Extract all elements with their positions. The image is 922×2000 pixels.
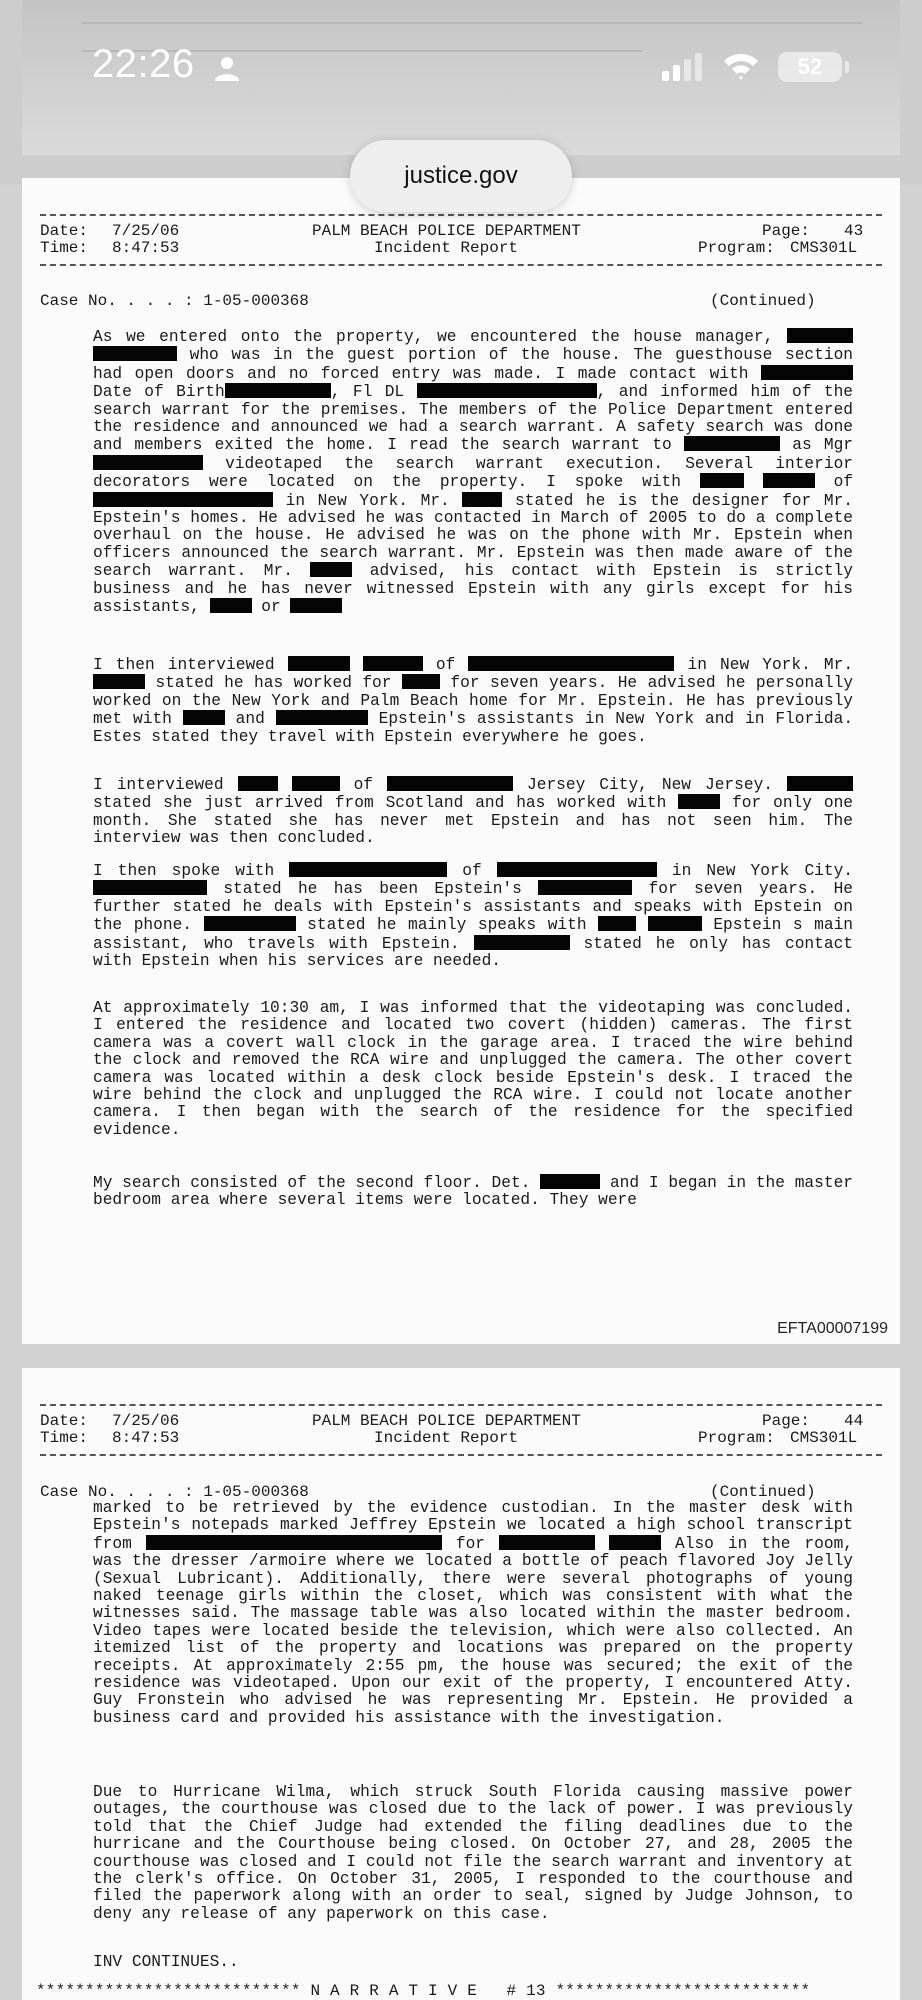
redaction: [292, 776, 340, 791]
redaction: [93, 455, 203, 470]
header-department: PALM BEACH POLICE DEPARTMENT: [312, 222, 581, 240]
case-number: Case No. . . . : 1-05-000368: [40, 292, 309, 310]
battery-nub: [845, 61, 849, 73]
redaction: [310, 562, 352, 577]
redaction: [462, 492, 502, 507]
narrative-paragraph-3: I interviewed of Jersey City, New Jersey. stated she just arrived from Scotland and has worked with for only one month. She stated she has never met Epstein and has not seen him. The interview was then concluded.: [93, 776, 853, 848]
header-rule-top: [40, 214, 882, 216]
url-bar[interactable]: justice.gov: [350, 140, 572, 212]
bates-number: EFTA00007199: [777, 1320, 888, 1337]
status-bar: [0, 0, 922, 130]
redaction: [538, 880, 632, 895]
header-report-type: Incident Report: [374, 239, 519, 257]
cellular-signal-icon: [660, 52, 708, 82]
inv-continues: INV CONTINUES..: [93, 1953, 239, 1971]
narrative-paragraph-4: I then spoke with of in New York City. stated he has been Epstein's for seven years. He further stated he deals with Epstein's assistants and speaks with Epstein on the phone. stated he mainly speaks with Epstein s main assistant, who travels with Epstein. stated he only has contact with Epstein when his services are needed.: [93, 862, 854, 971]
redaction: [210, 598, 252, 613]
header-page-label: Page:: [762, 222, 811, 240]
header-time-label: Time:: [40, 239, 89, 257]
header-time: 8:47:53: [112, 239, 180, 257]
redaction: [93, 674, 145, 689]
redaction: [468, 656, 674, 671]
narrative-paragraph-6: My search consisted of the second floor. Det. and I began in the master bedroom area where several items were located. They were: [93, 1174, 854, 1210]
redaction: [787, 776, 853, 791]
header-department: PALM BEACH POLICE DEPARTMENT: [312, 1412, 581, 1430]
narrative-paragraph-2: I then interviewed of in New York. Mr. stated he has worked for for seven years. He advised he personally worked on the New York and Palm Beach home for Mr. Epstein. He has previously met with and Epstein's assistants in New York and in Florida. Estes stated they travel with Epstein everywhere he goes.: [93, 656, 854, 746]
battery-indicator: 52: [778, 52, 842, 82]
redaction: [402, 674, 440, 689]
redaction: [648, 916, 702, 931]
document-page-44: [22, 1368, 900, 2000]
redaction: [238, 776, 278, 791]
redaction: [700, 473, 744, 488]
redaction: [225, 383, 331, 398]
narrative-paragraph-1: As we entered onto the property, we encountered the house manager, who was in the guest portion of the house. The guesthouse section had open doors and no forced entry was made. I made contact with Date of Birth , Fl DL , and informed him of the search warrant for the premises. The members of the Police Department entered the residence and announced we had a search warrant. A safety search was done and members exited the home. I read the search warrant to as Mgr videotaped the search warrant execution. Several interior decorators were located on the property. I spoke with of in New York. Mr. stated he is the designer for Mr. Epstein's homes. He advised he was contacted in March of 2005 to do a complete overhaul on the house. He advised he was on the phone with Mr. Epstein when officers announced the search warrant. Mr. Epstein was then made aware of the search warrant. Mr. advised, his contact with Epstein is strictly business and he has never witnessed Epstein with any girls except for his assistants, or: [93, 328, 854, 617]
redaction: [276, 710, 368, 725]
header-rule-bottom: [40, 264, 882, 266]
narrative-paragraph-5: At approximately 10:30 am, I was informed that the videotaping was concluded. I entered the residence and located two covert (hidden) cameras. The first camera was a covert wall clock in the garage area. I traced the wire behind the clock and removed the RCA wire and unplugged the camera. The other covert camera was located within a desk clock beside Epstein's desk. I traced the wire behind the clock and unplugged the RCA wire. I could not locate another camera. I then began with the search of the residence for the specified evidence.: [93, 999, 853, 1139]
status-time: 22:26: [92, 42, 195, 86]
redaction: [288, 656, 350, 671]
header-rule-top: [40, 1404, 882, 1406]
header-page-number: 44: [844, 1412, 864, 1430]
redaction: [499, 1535, 595, 1550]
header-rule-bottom: [40, 1454, 882, 1456]
header-time: 8:47:53: [112, 1429, 180, 1447]
redaction: [474, 935, 570, 950]
person-icon: [214, 55, 240, 81]
header-program: CMS301L: [790, 1429, 858, 1447]
document-page-43: [22, 178, 900, 1344]
redaction: [678, 794, 720, 809]
header-date: 7/25/06: [112, 1412, 180, 1430]
redaction: [787, 328, 853, 343]
continued-label: (Continued): [710, 292, 816, 310]
redaction: [387, 776, 513, 791]
header-date-label: Date:: [40, 222, 89, 240]
redaction: [93, 880, 207, 895]
narrative-paragraph-8: Due to Hurricane Wilma, which struck South Florida causing massive power outages, the courthouse was closed due to the lack of power. I was previously told that the Chief Judge had extended the filing deadlines due to the hurricane and the Courthouse being closed. On October 27, and 28, 2005 the courthouse was closed and I could not file the search warrant and inventory at the clerk's office. On October 31, 2005, I responded to the courthouse and filed the paperwork along with an order to seal, signed by Judge Johnson, to deny any release of any paperwork on this case.: [93, 1783, 853, 1923]
redaction: [146, 1535, 442, 1550]
redaction: [609, 1535, 661, 1550]
redaction: [93, 346, 177, 361]
redaction: [497, 862, 657, 877]
header-page-label: Page:: [762, 1412, 811, 1430]
redaction: [598, 916, 636, 931]
header-date: 7/25/06: [112, 222, 180, 240]
narrative-paragraph-7: marked to be retrieved by the evidence custodian. In the master desk with Epstein's notepads marked Jeffrey Epstein we located a high school transcript from for Also in the room, was the dresser /armoire where we located a bottle of peach flavored Joy Jelly (Sexual Lubricant). Additionally, there were several photographs of young naked teenage girls within the closet, which was consistent with what the witnesses said. The massage table was also located within the master bedroom. Video tapes were located beside the television, which were also collected. An itemized list of the property and locations was prepared on the property receipts. At approximately 2:55 pm, the house was secured; the exit of the residence was videotaped. Upon our exit of the property, I encountered Atty. Guy Fronstein who advised he was representing Mr. Epstein. He provided a business card and provided his assistance with the investigation.: [93, 1499, 853, 1727]
redaction: [289, 862, 447, 877]
header-report-type: Incident Report: [374, 1429, 519, 1447]
redaction: [417, 383, 597, 398]
header-program: CMS301L: [790, 239, 858, 257]
redaction: [763, 473, 815, 488]
header-date-label: Date:: [40, 1412, 89, 1430]
narrative-banner: *************************** N A R R A T I V E # 13 **************************: [36, 1982, 811, 2000]
header-program-label: Program:: [698, 239, 775, 257]
redaction: [93, 492, 273, 507]
wifi-icon: [722, 50, 760, 82]
redaction: [290, 598, 342, 613]
header-page-number: 43: [844, 222, 864, 240]
redaction: [204, 916, 296, 931]
continued-label: (Continued): [710, 1483, 816, 1501]
redaction: [684, 436, 780, 451]
redaction: [183, 710, 225, 725]
redaction: [540, 1174, 600, 1189]
case-number: Case No. . . . : 1-05-000368: [40, 1483, 309, 1501]
redaction: [363, 656, 423, 671]
header-program-label: Program:: [698, 1429, 775, 1447]
header-time-label: Time:: [40, 1429, 89, 1447]
redaction: [761, 365, 853, 380]
